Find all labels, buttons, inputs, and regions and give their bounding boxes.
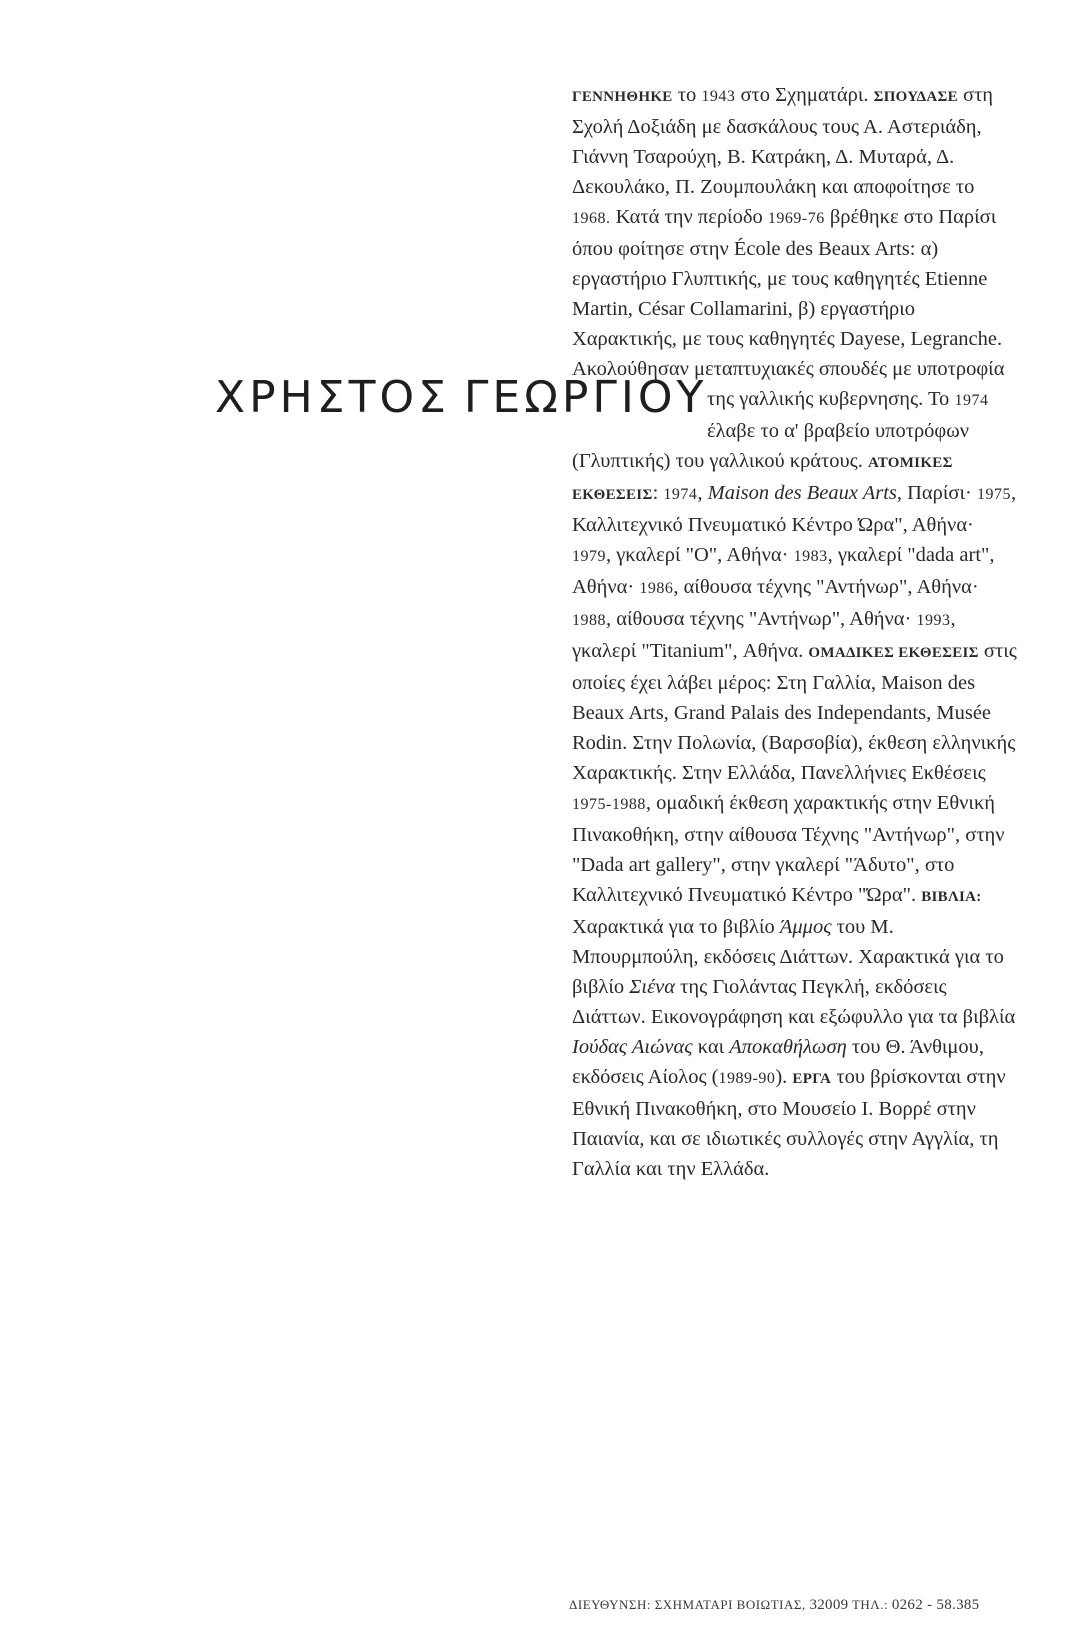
bio-line: Παιανία, και σε ιδιωτικές συλλογές στην Αγγλία, τη (572, 1128, 999, 1150)
bio-line: της γαλλικής κυβερνησης. Το 1974 (707, 388, 989, 410)
born-heading: ΓΕΝΝΗΘΗΚΕ (572, 89, 673, 105)
bio-line: ΓΕΝΝΗΘΗΚΕ το 1943 στο Σχηματάρι. ΣΠΟΥΔΑΣΕ στη (572, 84, 994, 106)
bio-line: εκδόσεις Αίολος (1989-90). ΕΡΓΑ του βρίσκονται στην (572, 1066, 1006, 1088)
bio-line: Rodin. Στην Πολωνία, (Βαρσοβία), έκθεση ελληνικής (572, 732, 1016, 754)
address-label: ΔΙΕΥΘΥΝΣΗ: ΣΧΗΜΑΤΑΡΙ ΒΟΙΩΤΙΑΣ, (569, 1597, 810, 1612)
bio-line: έλαβε το α' βραβείο υποτρόφων (707, 420, 970, 442)
bio-line: Martin, César Collamarini, β) εργαστήριο (572, 298, 916, 320)
bio-line: εργαστήριο Γλυπτικής, με τους καθηγητές Etienne (572, 268, 988, 290)
artist-first-name: ΧΡΗΣΤΟΣ (215, 372, 450, 423)
bio-line: Καλλιτεχνικό Πνευματικό Κέντρο Ώρα", Αθήνα· (572, 514, 974, 536)
bio-line: Γιάννη Τσαρούχη, Β. Κατράκη, Δ. Μυταρά, Δ. (572, 146, 955, 168)
bio-line: Γαλλία και την Ελλάδα. (572, 1158, 770, 1180)
studies-heading: ΣΠΟΥΔΑΣΕ (873, 89, 958, 105)
bio-line: Εθνική Πινακοθήκη, στο Μουσείο Ι. Βορρέ στην (572, 1098, 976, 1120)
phone-number: 0262 - 58.385 (891, 1597, 980, 1613)
address-footer (569, 1597, 979, 1614)
bio-line: Χαρακτικά για το βιβλίο Άμμος του Μ. (572, 916, 894, 938)
bio-line: 1975-1988, ομαδική έκθεση χαρακτικής στην Εθνική (572, 792, 995, 814)
bio-line: Χαρακτικής, με τους καθηγητές Dayese, Legranche. (572, 328, 1003, 350)
bio-line: (Γλυπτικής) του γαλλικού κράτους. ΑΤΟΜΙΚΕΣ (572, 450, 953, 472)
bio-line: Ιούδας Αιώνας και Αποκαθήλωση του Θ. Άνθιμου, (572, 1036, 984, 1058)
bio-line: οποίες έχει λάβει μέρος: Στη Γαλλία, Maison des (572, 672, 976, 694)
bio-line: όπου φοίτησε στην École des Beaux Arts: α) (572, 238, 939, 260)
bio-line: Σχολή Δοξιάδη με δασκάλους τους Α. Αστεριάδη, (572, 116, 982, 138)
bio-line: Διάττων. Εικονογράφηση και εξώφυλλο για τα βιβλία (572, 1006, 1016, 1028)
group-exhibitions-heading: ΟΜΑΔΙΚΕΣ ΕΚΘΕΣΕΙΣ (808, 645, 979, 661)
bio-line: 1988, αίθουσα τέχνης "Αντήνωρ", Αθήνα· 1993, (572, 608, 956, 630)
works-heading: ΕΡΓΑ (792, 1071, 832, 1087)
bio-line: γκαλερί "Titanium", Αθήνα. ΟΜΑΔΙΚΕΣ ΕΚΘΕΣΕΙΣ στις (572, 640, 1017, 662)
bio-line: ΕΚΘΕΣΕΙΣ: 1974, Maison des Beaux Arts, Παρίσι· 1975, (572, 482, 1017, 504)
postcode: 32009 (809, 1597, 849, 1613)
artist-last-name: ΓΕΩΡΓΙΟΥ (463, 372, 708, 423)
bio-line: Μπουρμπούλη, εκδόσεις Διάττων. Χαρακτικά για το (572, 946, 1004, 968)
bio-line: Δεκουλάκο, Π. Ζουμπουλάκη και αποφοίτησε το (572, 176, 975, 198)
bio-line: 1979, γκαλερί "Ο", Αθήνα· 1983, γκαλερί "dada art", (572, 544, 995, 566)
bio-line: "Dada art gallery", στην γκαλερί "Άδυτο", στο (572, 854, 955, 876)
bio-line: Πινακοθήκη, στην αίθουσα Τέχνης "Αντήνωρ", στην (572, 824, 1005, 846)
phone-label: ΤΗΛ.: (848, 1597, 892, 1612)
books-heading: ΒΙΒΛΙΑ: (921, 889, 982, 905)
solo-exhibitions-heading: ΑΤΟΜΙΚΕΣ (868, 455, 953, 471)
bio-line: Beaux Arts, Grand Palais des Independants, Musée (572, 702, 992, 724)
bio-line: βιβλίο Σιένα της Γιολάντας Πεγκλή, εκδόσεις (572, 976, 947, 998)
biography (572, 80, 1017, 1184)
bio-line: Αθήνα· 1986, αίθουσα τέχνης "Αντήνωρ", Αθήνα· (572, 576, 979, 598)
bio-line: Καλλιτεχνικό Πνευματικό Κέντρο "Ώρα". ΒΙΒΛΙΑ: (572, 884, 982, 906)
bio-line: 1968. Κατά την περίοδο 1969-76 βρέθηκε στο Παρίσι (572, 206, 997, 228)
bio-line: Ακολούθησαν μεταπτυχιακές σπουδές με υποτροφία (572, 358, 1005, 380)
bio-line: Χαρακτικής. Στην Ελλάδα, Πανελλήνιες Εκθέσεις (572, 762, 986, 784)
